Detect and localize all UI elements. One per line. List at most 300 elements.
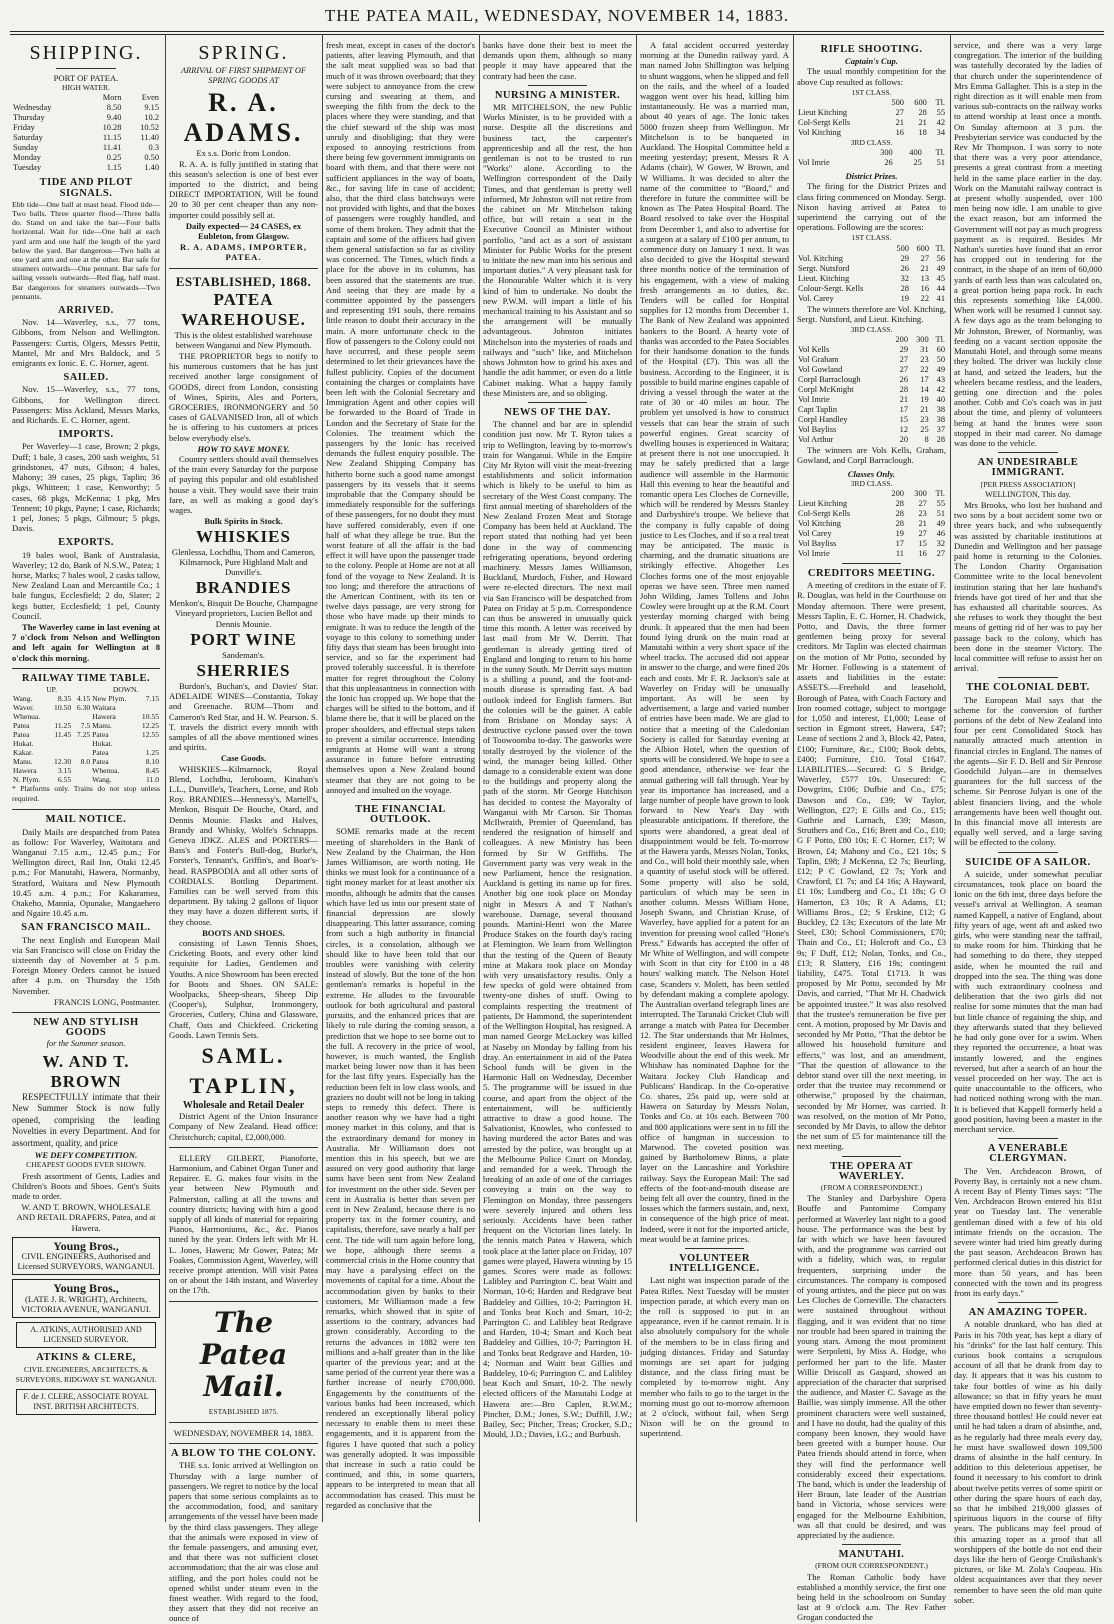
tide-table xyxy=(12,93,160,173)
table-head-cell xyxy=(797,489,882,499)
score-cell: 28 xyxy=(899,385,909,395)
table-head-cell: 200 xyxy=(891,489,904,499)
score-cell: Col-Sergt Kells xyxy=(798,509,851,519)
table-row xyxy=(797,509,946,519)
class-label: 3RD CLASS. xyxy=(850,478,893,488)
table-row xyxy=(12,775,160,784)
arrived-text: Nov. 14—Waverley, s.s., 77 tons, Gibbons, from Nelson and Wellington. Passengers: Curtis, Olgers, Messrs Pettit, Mantel, Mr and Mrs Baldock, and 5 emigrants ex Ionic. E. C. Horner, agent. xyxy=(12,317,160,369)
tide-day: Sunday xyxy=(13,143,39,153)
score-cell: 12 xyxy=(899,425,909,435)
exports-heading: EXPORTS. xyxy=(58,537,114,549)
young-bros-architects-ad xyxy=(12,1279,160,1318)
column-1 xyxy=(12,40,160,1518)
table-row xyxy=(797,425,946,435)
brandies-text: Menkon's, Bisquit De Bouche, Champagne Vineyard proprietors, Lucien Bellot and Dennis Mounie. xyxy=(169,598,318,629)
score-cell: 32 xyxy=(936,539,945,549)
score-cell: Vol Bayliss xyxy=(798,425,837,435)
score-cell: 17 xyxy=(920,375,929,385)
table-row xyxy=(12,113,160,123)
tide-even: 1.40 xyxy=(144,163,159,173)
tide-day: Monday xyxy=(13,153,41,163)
exports-text: 19 bales wool, Bank of Australasia, Waverley; 12 do, Bank of N.S.W., Patea; 1 horse, Marks; 7 bales wool, 2 casks tallow, New Zealand Loan and Mercantile Co.; 1 bale fungus, Ecclesfield; 2 do, Slater; 2 kegs butter, Ecclesfield; 1 pel, County Council. xyxy=(12,549,160,621)
railway-cell: Wang. xyxy=(13,693,33,703)
table-row xyxy=(12,703,160,712)
table-row xyxy=(12,103,160,113)
score-cell: Vol Arthur xyxy=(798,435,834,445)
district-winners-3rd: The winners are Vols Kells, Graham, Gowland, and Corpl Barraclough. xyxy=(797,445,946,466)
table-row xyxy=(797,549,946,559)
railway-cell: Whenua. xyxy=(92,765,120,775)
divider xyxy=(169,1147,318,1148)
railway-cell xyxy=(48,712,72,721)
high-water-label: HIGH WATER. xyxy=(62,83,110,93)
table-head-cell: Tl. xyxy=(935,489,945,499)
imports-heading: IMPORTS. xyxy=(58,429,114,441)
score-cell: 27 xyxy=(895,108,904,118)
adams-text: R. A. A. is fully justified in stating that this season's selection is one of best ever imported to the district, and being DIRECT IMPORTATION, Will be found 20 to 30 per cent cheaper than any non-importer could possibly sell at. xyxy=(169,158,318,220)
score-cell: 29 xyxy=(899,345,909,355)
established-heading: ESTABLISHED, 1868. xyxy=(175,273,312,289)
tide-morn: 9.40 xyxy=(106,113,122,123)
tide-day: Thursday xyxy=(13,113,45,123)
clergy-text: The Ven. Archdeacon Brown, of Poverty Bay, is certainly not a new chum. A recent Bay of Plenty Times says: "The Ven. Archdeacon Brown entered his 81st year on Tuesday last. The venerable gentleman dined with a few of his old intimate friends on the occasion. The severe winter had tried him greatly during the past season. Archdeacon Brown has performed clerical duties in this district for more than 50 years, and has been connected with the town and its progress from its early days." xyxy=(954,1165,1102,1298)
railway-cell: 4.15 xyxy=(76,693,91,703)
railway-cell: Patea xyxy=(92,729,109,739)
class-label: 3RD CLASS. xyxy=(850,325,893,335)
atkins-heading: ATKINS & CLERE, xyxy=(36,1352,136,1364)
railway-cell: Patea xyxy=(92,756,109,766)
divider xyxy=(169,1301,318,1302)
nursing-heading: NURSING A MINISTER. xyxy=(494,89,621,101)
railway-cell xyxy=(72,739,91,748)
masthead-rule xyxy=(10,31,1104,32)
score-cell: 42 xyxy=(936,385,945,395)
score-cell: Lieut Kitching xyxy=(798,499,848,509)
brandies-heading: BRANDIES xyxy=(195,578,292,598)
rifle-heading: RIFLE SHOOTING. xyxy=(820,44,923,55)
tide-col-morn: Morn xyxy=(102,93,122,103)
immigrant-text: Mrs Brooks, who lost her husband and two sons by a boat accident some two or three years back, and who subsequently was assisted by charitable institutions at Dunedin and Wellington and her passage paid home is returning to the Colonies. The London Charity Organisation Committee write to the local benevolent institution stating that her late husband's friends have got tired of her and that she has exhausted all charitable sources. As she refuses to work they thought the best means of getting rid of her was to pay her passage back to the colony, which has been done in the steamer Victory. The local committee will refuse to assist her on arrival. xyxy=(954,499,1102,674)
brown-signature: W. AND T. BROWN, WHOLESALE AND RETAIL DRAPERS, Patea, and at Hawera. xyxy=(16,1202,156,1233)
score-cell: 19 xyxy=(895,529,904,539)
district-table-3rd xyxy=(797,335,946,445)
whiskies-heading: WHISKIES xyxy=(196,526,291,546)
score-cell: 14 xyxy=(920,385,929,395)
score-cell: 18 xyxy=(918,128,927,138)
gilbert-text: ELLERY GILBERT, Pianoforte, Harmonium, and Cabinet Organ Tuner and Repairer. E. G. makes four visits in the year between New Plymouth and Palmerston, calling at all the towns and country districts; having with him a good supply of all kinds of material for repairing Pianos, Harmoniums, &c., &c. Pianos tuned by the year. Orders left with Mr H. L. Jones, Hawera; Mr Gower, Patea; Mr Foakes, Commission Agent, Waverley, will receive prompt attention. Will visit Patea on or about the 14th instant, and Waverley on the 17th. xyxy=(169,1152,318,1296)
divider xyxy=(998,1138,1057,1139)
table-head-cell xyxy=(797,98,882,108)
table-row xyxy=(797,539,946,549)
tide-even: 11.40 xyxy=(140,133,159,143)
divider xyxy=(12,809,160,810)
suicide-heading: SUICIDE OF A SAILOR. xyxy=(965,856,1091,868)
score-cell: 40 xyxy=(936,395,945,405)
table-row xyxy=(797,294,946,304)
table-row xyxy=(12,153,160,163)
railway-cell: 7.5 xyxy=(80,720,91,730)
divider xyxy=(998,452,1057,453)
classes-only-table xyxy=(797,489,946,559)
tide-even: 9.15 xyxy=(144,103,159,113)
railway-cell: 10.50 xyxy=(54,702,72,712)
table-head-cell: 300 xyxy=(914,489,927,499)
table-row xyxy=(12,712,160,721)
score-cell: 38 xyxy=(936,405,945,415)
score-cell: 16 xyxy=(895,128,904,138)
divider xyxy=(12,668,160,669)
volunteer-heading: VOLUNTEER INTELLIGENCE. xyxy=(669,1252,760,1275)
column-3 xyxy=(326,40,475,1518)
sherries-heading: SHERRIES xyxy=(196,660,291,680)
divider xyxy=(12,1012,160,1013)
score-cell: 23 xyxy=(920,355,929,365)
railway-cell: 8.45 xyxy=(145,765,159,775)
tide-even: 0.3 xyxy=(148,143,159,153)
paper-nameplate: The Patea Mail. xyxy=(199,1305,288,1403)
adams-signature: R. A. ADAMS, IMPORTER, PATEA. xyxy=(180,242,307,263)
table-row xyxy=(12,757,160,766)
column-6 xyxy=(797,40,946,1623)
score-cell: 27 xyxy=(920,253,930,263)
railway-cell: Manu. xyxy=(92,720,112,730)
score-cell: Vol Graham xyxy=(798,355,839,365)
brown-cheap: CHEAPEST GOODS EVER SHOWN. xyxy=(26,1160,146,1170)
score-cell: 23 xyxy=(918,509,927,519)
railway-cell xyxy=(48,748,72,757)
score-cell: 20 xyxy=(899,435,909,445)
railway-cell: 7.15 xyxy=(145,693,159,703)
toper-heading: AN AMAZING TOPER. xyxy=(968,1307,1088,1319)
score-cell: 25 xyxy=(920,425,929,435)
railway-cell xyxy=(48,739,72,748)
save-money-heading: HOW TO SAVE MONEY. xyxy=(197,443,290,454)
table-header xyxy=(797,148,946,158)
score-cell: 16 xyxy=(920,283,930,293)
score-cell: 22 xyxy=(920,293,930,303)
district-prizes-heading: District Prizes. xyxy=(845,171,898,182)
table-head-cell: Tl. xyxy=(935,148,945,158)
immigrant-sub: [PER PRESS ASSOCIATION] xyxy=(980,479,1076,489)
clere-stamp: F. de J. CLERE, ASSOCIATE ROYAL INST. BRITISH ARCHITECTS. xyxy=(16,1389,156,1415)
score-cell: 8 xyxy=(924,435,929,445)
railway-cell: 1.25 xyxy=(145,747,159,757)
column-4 xyxy=(483,40,632,1518)
divider xyxy=(528,85,588,86)
score-cell: 32 xyxy=(900,273,909,283)
debt-text: The European Mail says that the scheme for the conversion of further portions of the debt of New Zealand into four per cent Consolidated Stock has naturally attracted much attention in financial circles in England. The names of the agents—Sir F. D. Bell and Sir Penrose Goodchild Julyan—are in themselves guarantees for the full success of the scheme. Sir Penrose Julyan is one of the ablest financiers living, and the whole arrangements have been well thought out. In this financial move all interests are equally well served, and a large saving will be effected to the colony. xyxy=(954,694,1102,848)
warehouse-heading: PATEA WAREHOUSE. xyxy=(181,289,306,329)
score-cell: Vol Kitching xyxy=(798,519,841,529)
railway-cell: 11.45 xyxy=(54,729,72,739)
tide-morn: 8.50 xyxy=(106,103,122,113)
railway-heading: RAILWAY TIME TABLE. xyxy=(21,672,151,684)
score-cell: 41 xyxy=(936,293,945,303)
table-head-cell: 300 xyxy=(916,335,929,345)
railway-cell: Patea xyxy=(13,720,30,730)
toper-text: A notable drunkard, who has died at Paris in his 70th year, has kept a diary of his "drinks" for the last half century. This curious book contains a scrupulous account of all that he drank from day to day. It appears that it was his custom to take four bottles of wine as his daily allowance; so that in fifty years he must have emptied down no fewer than seventy-three thousand bottles! He could never eat until he had taken a dram of absinthe, and, as he regularly had three meals every day, he must have swallowed down 109,500 drams of absinthe in the half century. In addition to this deleterious appetiser, he found it necessary to his comfort to drink about twelve petits verres of some spirit or other during the spare hours of each day, so that he imbibed 219,000 glasses of spirituous liquors in the course of fifty years. The publicans may feel proud of this amazing toper as a proof that all worshippers of the bottle do not end their days like the hero of George Cruikshank's pictures, or like M. Zola's Coupeau. His oldest acquaintances aver that they never remember to have seen the old man quite sober. xyxy=(954,1319,1102,1605)
debt-heading: THE COLONIAL DEBT. xyxy=(966,682,1090,694)
score-cell: 16 xyxy=(918,549,927,559)
blow-text: THE s.s. Ionic arrived at Wellington on Thursday with a large number of passengers. We regret to notice by the local papers that some serious complaints as to the accommodation, food, and sanitary arrangements of the vessel have been made by the third class passengers. They allege that the animals were exposed in view of the female passengers, and amusing ever, and that there was not sufficient closet accommodation; that the air was close and stifling, and the port holes could not be opened whilst under steam even in the finest weather. With regard to the food, they assert that they did not receive an ounce of xyxy=(169,1460,319,1624)
creditors-heading: CREDITORS MEETING. xyxy=(807,568,936,580)
railway-cell: Hukat. xyxy=(13,738,34,748)
railway-cell: New Plym. xyxy=(92,693,127,703)
clergy-heading: A VENERABLE CLERGYMAN. xyxy=(987,1143,1069,1165)
railway-cell: 12.30 xyxy=(54,756,72,766)
table-row xyxy=(797,108,946,118)
spring-heading: SPRING. xyxy=(198,42,289,64)
immigrant-heading: AN UNDESIRABLE IMMIGRANT. xyxy=(977,457,1079,479)
table-row xyxy=(797,375,946,385)
arrived-heading: ARRIVED. xyxy=(58,305,114,317)
tide-even: 10.52 xyxy=(140,123,159,133)
divider xyxy=(842,563,902,564)
waverley-note: The Waverley came in last evening at 7 o'clock from Nelson and Wellington and left again for Wellington at 8 o'clock this morning. xyxy=(12,621,160,663)
port-heading: PORT WINE xyxy=(190,629,297,649)
boots-heading: BOOTS AND SHOES. xyxy=(202,927,285,938)
table-header xyxy=(797,244,946,254)
score-cell: 45 xyxy=(936,273,945,283)
opera-sub: (FROM A CORRESPONDENT.) xyxy=(820,1183,923,1193)
score-cell: 17 xyxy=(895,539,904,549)
district-winners-1st: The winners therefore are Vol. Kitching, Sergt. Nutsford, and Lieut. Kitching. xyxy=(797,303,946,324)
score-cell: 27 xyxy=(899,355,909,365)
table-row xyxy=(797,345,946,355)
shipping-heading: SHIPPING. xyxy=(29,42,143,64)
opera-text: The Stanley and Darbyshire Opera Bouffe and Pantomime Company performed at Waverley last night to a good house. The performance was the best by far with which we have been favoured with, and the programme was carried out with a fidelity, which was, to regular frequenters, surprising under the circumstances. The company is composed of young artistes, and the piece put on was Les Cloches de Corneville. The characters were sustained throughout without flagging, and it was evident that no time nor trouble had been spared in training the young stars. Among the most prominent were Serpoletti, by Miss A. Hodge, who performed her part to the life. Master Willie Driscoll as Gaspard, showed an appreciation of the character that surprised the audience, and Master C. Savage as the Baillie, was simply immense. All the other prominent characters were well sustained, and I have no doubt, had the quality of this company been known, they would have been greeted with a bumper house. Our Patea friends should attend in force, when they will find the performance well considerably exceed their expectations. The band, which is under the leadership of Herr Braun, late leader of the Austrian band in Victoria, whose services were engaged for the Melbourne Exhibition, was all that could be desired, and was appreciated by the audience. xyxy=(797,1193,946,1540)
column-divider xyxy=(636,34,637,1522)
imports-text: Per Waverley—1 case, Brown; 2 pkgs, Duff; 1 bale, 3 cases, 200 sash weights, 51 grindstones, 47 nuts, Gibson; 4 bales, Mahony; 39 cases, 25 pkgs, Taplin; 36 pkgs, Whitteen; 1 case, Kenworthy; 5 cases, 68 pkgs, McKenna; 1 pkg, Mrs Tennent; 10 pkgs, Payne; 1 case, Richards; 1 pel, Jones; 5 pkgs, Gilmour; 5 pkgs, Davis. xyxy=(12,441,160,534)
score-cell: Vol. Kitching xyxy=(798,253,843,263)
sf-mail-heading: SAN FRANCISCO MAIL. xyxy=(21,922,151,934)
score-cell: 51 xyxy=(936,509,945,519)
taplin-heading: SAML. TAPLIN, xyxy=(189,1043,298,1099)
score-cell: 51 xyxy=(936,158,945,168)
table-row xyxy=(12,739,160,748)
score-cell: 11 xyxy=(895,549,904,559)
score-cell: 27 xyxy=(899,365,909,375)
score-cell: 19 xyxy=(920,395,929,405)
score-cell: Vol Kells xyxy=(798,345,830,355)
financial-continued-text: banks have done their best to meet the demands upon them, although so many people it may have appeared that the contrary had been the case. xyxy=(483,40,632,81)
divider xyxy=(842,1544,902,1545)
column-2 xyxy=(169,40,319,1624)
tide-morn: 11.15 xyxy=(102,133,122,143)
score-cell: 26 xyxy=(899,375,909,385)
table-row xyxy=(797,529,946,539)
railway-cell: N. Plym. xyxy=(13,774,41,784)
masthead: THE PATEA MAIL, WEDNESDAY, NOVEMBER 14, 1883. xyxy=(324,6,790,25)
mail-heading: MAIL NOTICE. xyxy=(45,814,127,826)
divider xyxy=(169,268,318,269)
young-bros-title: Young Bros., xyxy=(53,1281,119,1296)
score-cell: Lieut. Kitching xyxy=(798,273,850,283)
blow-heading: A BLOW TO THE COLONY. xyxy=(170,1448,316,1460)
column-divider xyxy=(479,34,480,1522)
score-cell: 50 xyxy=(936,355,945,365)
score-cell: 28 xyxy=(895,509,904,519)
tide-col-even: Even xyxy=(141,93,159,103)
table-head-cell: Tl. xyxy=(935,98,945,108)
table-row xyxy=(797,519,946,529)
railway-cell: Manu. xyxy=(13,756,33,766)
tide-table-header xyxy=(12,93,160,103)
score-cell: 37 xyxy=(936,425,945,435)
save-money-text: Country settlers should avail themselves of the train every Saturday for the purpose of paying this popular and old established house a visit. They would save their train fare, as well as making a good day's wages. xyxy=(169,454,318,516)
district-table-1st xyxy=(797,244,946,304)
divider xyxy=(169,1443,318,1444)
sf-mail-signature: FRANCIS LONG, Postmaster. xyxy=(54,996,160,1007)
table-header xyxy=(797,489,946,499)
tide-col-day xyxy=(12,93,85,103)
railway-cell: 7.25 xyxy=(76,729,91,739)
captain-cup-table-3rd xyxy=(797,148,946,168)
captain-cup-heading: Captain's Cup. xyxy=(844,56,898,67)
score-cell: Vol Gowland xyxy=(798,365,843,375)
score-cell: Vol Bayliss xyxy=(798,539,837,549)
score-cell: 26 xyxy=(900,263,909,273)
score-cell: 28 xyxy=(918,108,927,118)
table-row xyxy=(797,284,946,294)
class-label: 1ST CLASS. xyxy=(851,87,892,97)
score-cell: 43 xyxy=(936,375,945,385)
score-cell: 28 xyxy=(895,499,904,509)
railway-cell: Hawera xyxy=(13,765,37,775)
railway-cell: Wang. xyxy=(92,774,112,784)
score-cell: Vol Imrie xyxy=(798,395,830,405)
table-row xyxy=(797,385,946,395)
score-cell: 42 xyxy=(936,118,945,128)
column-divider xyxy=(322,34,323,1522)
table-row xyxy=(797,435,946,445)
score-cell: 28 xyxy=(895,519,904,529)
table-row xyxy=(12,163,160,173)
table-row xyxy=(797,118,946,128)
score-cell: 28 xyxy=(900,283,909,293)
railway-cell: Hawera xyxy=(92,711,116,721)
young-bros-title: Young Bros., xyxy=(53,1238,119,1253)
table-row xyxy=(797,264,946,274)
creditors-text: A meeting of creditors in the estate of F. R. Douglas, was held in the Courthouse on Monday afternoon. There were present, Messrs Taplin, E. C. Horner, H. Chadwick, Potto, and Davis, the three former gentlemen being proxy for several creditors. Mr Taplin was elected chairman on the motion of Mr Potto, seconded by Mr Horner. Following is a statement of assets and liabilities in the estate: ASSETS.—Freehold and leasehold, Borough of Patea, with Coach Factory and Iron roomed cottage, subject to mortgage for 1,050 and interest, £1,000; Lease of section in Egmont street, Hawera, £47; Lease of sections 2 and 3, Block 42, Patea, £100; Furniture, &c., £100; Book debts, £400; Furniture, £10. Total £1647. LIABILITIES.—Secured: G S Bridge, Waverley, £577 10s. Unsecured: C Dowgrins, £106; Dufbie and Co., £75; Dawson and Co., £39; W Taylor, Wellington, £27; E Gills and Co., £15; Guthrie and Larnach, £39; Mason, Struthers and Co., £16; Brett and Co., £10; G F Potto, £80 10s; E C Horner, £17; W Brown, £4; Mahony and Co., £21 10s; S Taplin, £98; J McKenna, £2 7s; Beurling, £12; P C Gowland, £2 7s; York and Crawford, £1 7s; and £4 16s; A Hayward, £1 10s; Lundberg and Co., £1 18s; G O Hamerton, £3 10s; R A Adams, £1; Williams Bros., £2; S Erskine, £12; G Buckley, £2 13s; Executors of the late Mr Steel, £30; School Commissioners, £70; Thain and Co., £1; Holcroft and Co., £3 9s; F Duff, £12; Nolan, Tonks, and Co., £13; R Slattery, £16 19s; contingent liability, £475. Total £1713. It was proposed by Mr Potto, seconded by Mr Davis, and carried, "That Mr H. Chadwick be appointed trustee." It was also resolved that the trustee's remuneration be five per cent. A motion, proposed by Mr Davis and seconded by Mr Potto, "That the debtor be allowed his household furniture and effects," was lost, and an amendment, "That the question of allowance to the debtor stand over till the next meeting, in order that the trustee may recommend or otherwise," proposed by the chairman, seconded by Mr Horner, was carried. It was resolved, on the motion of Mr Potto, seconded by Mr Davis, to allow the debtor the net sum of £5 for maintenance till the next meeting. xyxy=(797,580,946,1152)
score-cell: 21 xyxy=(920,263,930,273)
atkins-text: CIVIL ENGINEERS, ARCHITECTS, & SURVEYORS, RIDGWAY ST. WANGANUI. xyxy=(15,1364,157,1384)
railway-cell: 12.55 xyxy=(141,729,159,739)
taplin-sub: Wholesale and Retail Dealer xyxy=(182,1100,305,1112)
score-cell: 21 xyxy=(895,118,904,128)
score-cell: 17 xyxy=(899,405,909,415)
score-cell: 19 xyxy=(900,293,909,303)
score-cell: 49 xyxy=(936,263,945,273)
score-cell: Col-Sergt Kells xyxy=(798,118,851,128)
score-cell: 21 xyxy=(918,118,927,128)
column-divider xyxy=(793,34,794,1522)
score-cell: 55 xyxy=(936,499,945,509)
brown-slogan: WE DEFY COMPETITION. xyxy=(34,1150,138,1161)
table-head-cell: 600 xyxy=(916,243,930,253)
railway-table xyxy=(12,685,160,784)
column-divider xyxy=(165,34,166,1522)
score-cell: 34 xyxy=(936,128,945,138)
table-head-cell: Tl. xyxy=(935,335,945,345)
warehouse-text: THE PROPRIETOR begs to notify to his numerous customers that he has just received another large consignment of GOODS, direct from London, consisting of Wines, Spirits, Ales and Porters, GROCERIES, IRONMONGERY and 50 cases of GALVANISED Iron, all of which he is offering to his customers at prices below everybody else's. xyxy=(169,351,318,443)
adams-daily: Daily expected— 24 CASES, ex Eubleton, from Glasgow. xyxy=(185,220,302,242)
score-cell: Corpl Handley xyxy=(798,415,848,425)
railway-cell: Waver. xyxy=(13,702,35,712)
score-cell: 27 xyxy=(918,529,927,539)
signals-heading: TIDE AND PILOT SIGNALS. xyxy=(39,177,133,199)
score-cell: 31 xyxy=(920,345,929,355)
score-cell: 26 xyxy=(884,158,893,168)
sailed-heading: SAILED. xyxy=(63,372,109,384)
score-cell: Colour-Sergt. Kells xyxy=(798,283,864,293)
railway-down-label: DOWN. xyxy=(112,684,139,694)
table-row xyxy=(12,721,160,730)
immigrant-place: WELLINGTON, This day. xyxy=(985,489,1071,499)
railway-up-label: UP. xyxy=(46,684,57,694)
taplin-text: District Agent of the Union Insurance Company of New Zealand. Head office: Christchurch; capital, £2,000,000. xyxy=(169,1111,318,1142)
tide-morn: 10.28 xyxy=(102,123,122,133)
established-date: ESTABLISHED 1875. xyxy=(208,1406,279,1416)
news-heading: NEWS OF THE DAY. xyxy=(504,406,611,418)
manutahi-continued-text: service, and there was a very large congregation. The interior of the building was tastefully decorated by the ladies of that church under the superintendence of Mrs Emma Gallagher. This is a step in the right direction as it will enable men from various sub-contracts on the railway works to attend worship at least once a month. On Sunday afternoon at 3 p.m. the Presbyterian service was conducted by the Rev Mr Thompson. I was sorry to note that there was a very poor attendance, presents a great contrast from a meeting held in the same place earlier in the day. Work on the Manutahi railway contract is at present wholly suspended, over 100 men being now idle. I am unable to give the exact reason, but am informed the Government will not pay as much progress payment as is required. Besides Mr Nathan's sureties have found that an error has cropped out in tendering for the contract, in the shape of an item of 60,000 yards of earth less than was calculated on, a great portion being papa rock. In each this represents something like £4,000. When work will be resumed I cannot say. A few days ago as the team belonging to Mr Johnston, Brewer, of Normanby, was feeding on a vacant section opposite the Manutahi Hotel, and through some means they bolted. The driver was luckily close at hand, and seized the leaders, but the wheelers became restless, and the leaders, getting one direction and the poles another. Cobb and Co's coach was in just about the time, and plenty of volunteers being at hand the brutes were soon stopped in their mad career. No damage was done to the vehicle. xyxy=(954,40,1102,448)
railway-cell: 8.0 xyxy=(80,756,91,766)
score-cell: 15 xyxy=(899,415,909,425)
volunteer-text: Last night was inspection parade of the Patea Rifles. Next Tuesday will be muster inspection parade, at which every man on the roll is supposed to put in an appearance, even if he cannot remain. It is also absolutely compulsory for the whole of the members to be in class firing and judging distances. Friday and Saturday mornings are set apart for judging distance, and the class firing must be completed by to-morrow night. Any member who fails to go to the target in the morning must go out to-morrow afternoon at 2 o'clock, without fail, when Sergt Nixon will be on the ground to superintend. xyxy=(640,1275,789,1439)
brown-text: RESPECTFULLY intimate that their New Summer Stock is now fully opened, comprising the leading Novelties in every Department. And for assortment, quality, and price xyxy=(12,1091,160,1148)
manutahi-text: The Roman Catholic body have established a monthly service, the first one being held in the schoolroom on Sunday last at 9 o'clock a.m. The Rev Father Grogan conducted the xyxy=(797,1571,946,1623)
table-header xyxy=(797,335,946,345)
railway-cell: Waitara xyxy=(92,702,116,712)
column-7 xyxy=(954,40,1102,1605)
port-heading: PORT OF PATEA. xyxy=(53,73,119,83)
railway-cell: Patea xyxy=(13,729,30,739)
brown-more: Fresh assortment of Gents, Ladies and Children's Boots and Shoes. Gent's Suits made to order. xyxy=(12,1170,160,1201)
tide-morn: 11.41 xyxy=(102,143,122,153)
table-row xyxy=(797,128,946,138)
railway-cell xyxy=(136,703,160,712)
score-cell: 13 xyxy=(920,273,930,283)
score-cell: 38 xyxy=(936,415,945,425)
tide-day: Friday xyxy=(13,123,35,133)
bulk-heading: Bulk Spirits in Stock. xyxy=(204,516,283,527)
table-head-cell: 600 xyxy=(914,98,927,108)
railway-note: * Platforms only. Trains do not stop unless required. xyxy=(12,783,160,804)
score-cell: Lieut Kitching xyxy=(798,108,848,118)
railway-cell: Kakar. xyxy=(13,747,34,757)
score-cell: 27 xyxy=(918,499,927,509)
sf-mail-text: The next English and European Mail via San Francisco will close on Friday the sixteenth day of November at 5 p.m. Foreign Money Orders cannot be issued after 4 p.m. on Thursday the 15th November. xyxy=(12,934,160,996)
table-row xyxy=(797,395,946,405)
score-cell: 60 xyxy=(936,345,945,355)
warehouse-sub: This is the oldest established warehouse between Wanganui and New Plymouth. xyxy=(174,329,313,350)
tide-day: Saturday xyxy=(13,133,43,143)
table-head-cell: 500 xyxy=(896,243,909,253)
railway-cell: 3.15 xyxy=(57,765,72,775)
score-cell: Corpl Barraclough xyxy=(798,375,861,385)
class-label: 1ST CLASS. xyxy=(851,233,892,243)
manutahi-sub: (FROM OUR CORRESPONDENT.) xyxy=(815,1561,928,1571)
tide-day: Wednesday xyxy=(13,103,52,113)
score-cell: 44 xyxy=(936,283,945,293)
score-cell: 22 xyxy=(920,365,929,375)
port-text: Sandeman's. xyxy=(222,649,265,660)
railway-cell xyxy=(72,712,91,721)
goods-heading: NEW AND STYLISH GOODS xyxy=(33,1017,139,1039)
score-cell: Vol. Carey xyxy=(798,293,834,303)
suicide-text: A suicide, under somewhat peculiar circumstances, took place on board the Ionic on the 6th inst, three days before the vessel's arrival at Wellington. A seaman named Kappell, a native of England, about fifty years of age, went aft and asked two girls, who were standing near the taffrail, to make room for him. Thinking that he had something to do there, they stepped aside, when he mounted the rail and dropped into the sea. The thing was done with such extraordinary coolness and deliberation that the two girls did not realise for some minutes that the man had but little chance of regaining the ship, and they afterwards stated that they believed he had only gone over for a swim. When they reported the occurrence, a boat was instantly lowered, and the engines reversed, but after a search of an hour the vessel proceeded on her way. The act is quite unaccountable to the officers, who had noticed nothing wrong with the man. It is believed that Kappell formerly held a good position, having been a master in the merchant service. xyxy=(954,868,1102,1134)
table-head-cell xyxy=(797,148,865,158)
